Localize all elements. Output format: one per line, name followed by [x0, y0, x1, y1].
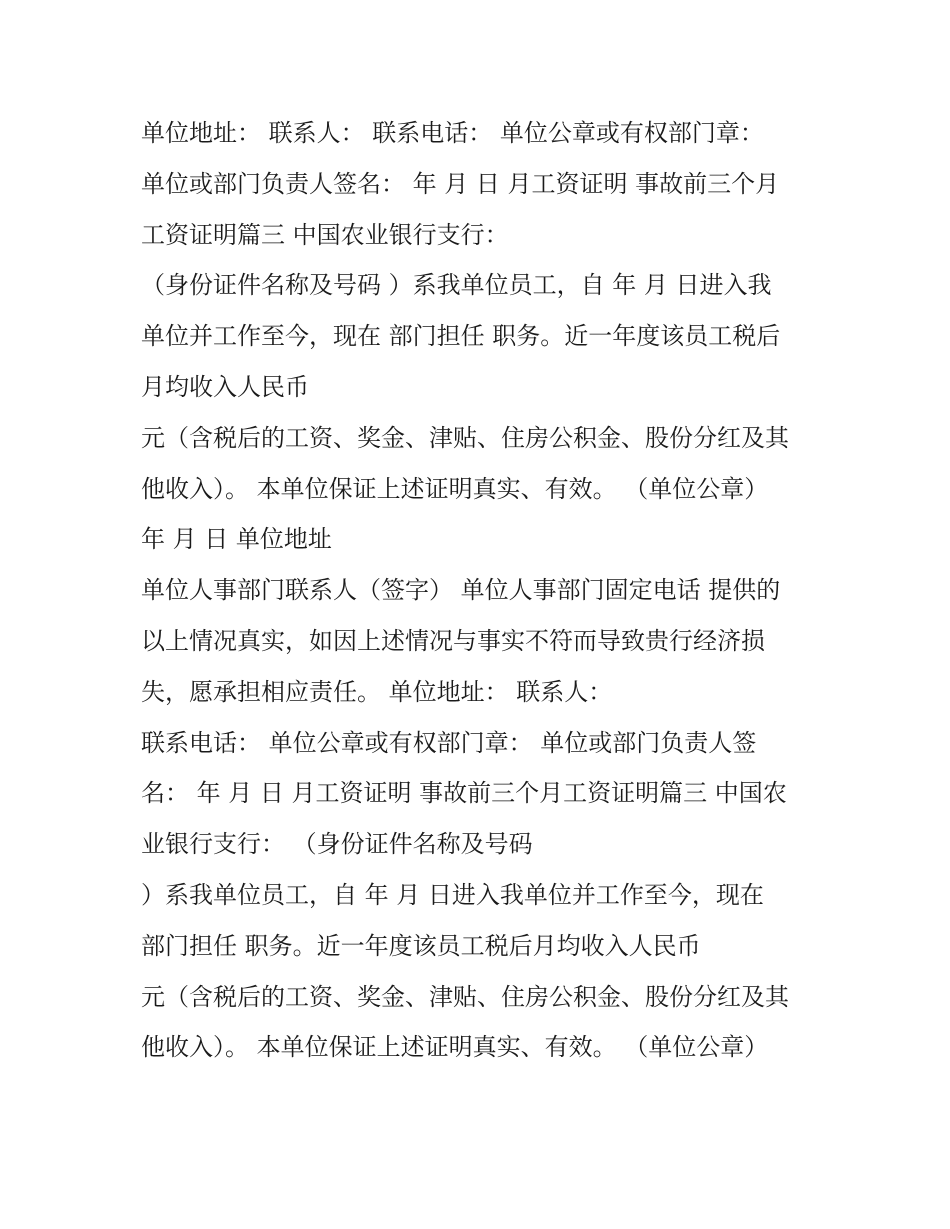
- text-line: 工资证明篇三 中国农业银行支行：: [141, 220, 509, 249]
- document-body: [141, 108, 831, 1073]
- text-line: 他收入）。 本单位保证上述证明真实、有效。 （单位公章）: [141, 474, 769, 503]
- text-line: 失，愿承担相应责任。 单位地址： 联系人：: [141, 677, 613, 706]
- text-line: 年 月 日 单位地址: [141, 525, 332, 554]
- text-line: 元（含税后的工资、奖金、津贴、住房公积金、股份分红及其: [141, 423, 789, 452]
- text-line: ）系我单位员工，自 年 月 日进入我单位并工作至今，现在: [141, 880, 764, 909]
- text-line: 名： 年 月 日 月工资证明 事故前三个月工资证明篇三 中国农: [141, 779, 787, 808]
- text-line: 单位或部门负责人签名： 年 月 日 月工资证明 事故前三个月: [141, 169, 780, 198]
- text-line: 联系电话： 单位公章或有权部门章： 单位或部门负责人签: [141, 728, 757, 757]
- text-line: 他收入）。 本单位保证上述证明真实、有效。 （单位公章）: [141, 1033, 769, 1062]
- text-line: 月均收入人民币: [141, 372, 309, 401]
- text-line: 单位地址： 联系人： 联系电话： 单位公章或有权部门章：: [141, 119, 764, 147]
- text-line: 元（含税后的工资、奖金、津贴、住房公积金、股份分红及其: [141, 982, 789, 1011]
- text-line: （身份证件名称及号码 ）系我单位员工，自 年 月 日进入我: [141, 271, 772, 300]
- text-line: 业银行支行： （身份证件名称及号码: [141, 830, 533, 859]
- text-line: 部门担任 职务。近一年度该员工税后月均收入人民币: [141, 931, 701, 960]
- text-line: 单位并工作至今，现在 部门担任 职务。近一年度该员工税后: [141, 322, 781, 351]
- text-line: 单位人事部门联系人（签字） 单位人事部门固定电话 提供的: [141, 576, 781, 605]
- text-line: 以上情况真实，如因上述情况与事实不符而导致贵行经济损: [141, 626, 765, 655]
